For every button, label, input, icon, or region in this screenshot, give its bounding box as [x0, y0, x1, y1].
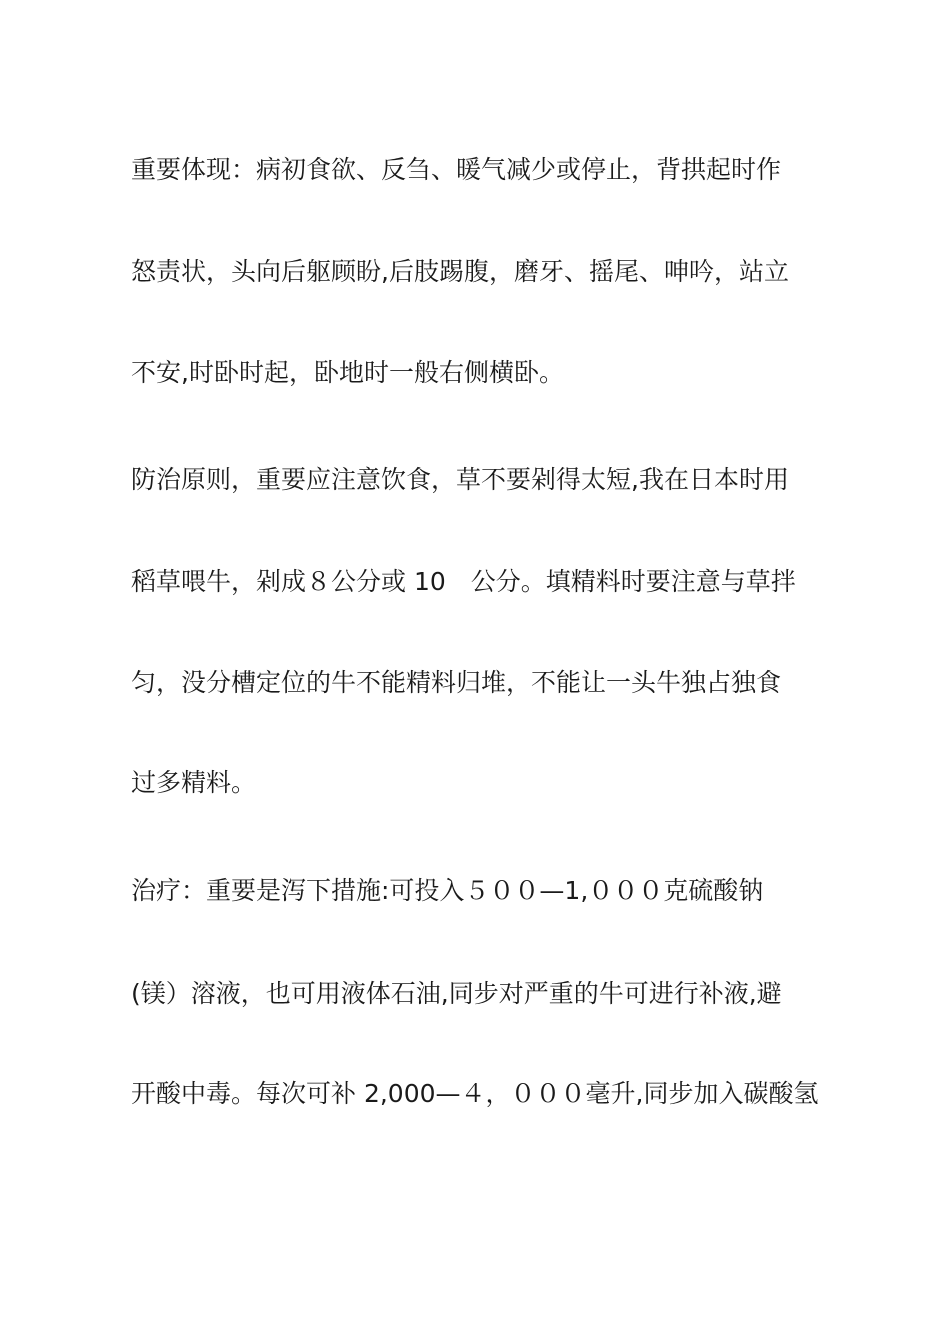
text-line: 稻草喂牛，剁成８公分或 10 公分。填精料时要注意与草拌	[131, 567, 796, 596]
text-line: 重要体现：病初食欲、反刍、暖气减少或停止，背拱起时作	[131, 155, 782, 184]
text-line: (镁）溶液，也可用液体石油,同步对严重的牛可进行补液,避	[131, 979, 782, 1008]
text-line: 怒责状，头向后躯顾盼,后肢踢腹，磨牙、摇尾、呻吟，站立	[131, 257, 789, 286]
text-line: 开酸中毒。每次可补 2,000—４，０００毫升,同步加入碳酸氢	[131, 1079, 819, 1108]
text-line: 治疗：重要是泻下措施:可投入５００—1,０００克硫酸钠	[131, 876, 764, 905]
text-line: 防治原则，重要应注意饮食，草不要剁得太短,我在日本时用	[131, 465, 789, 494]
text-line: 不安,时卧时起，卧地时一般右侧横卧。	[131, 358, 564, 387]
text-line: 匀，没分槽定位的牛不能精料归堆，不能让一头牛独占独食	[131, 668, 782, 697]
text-line: 过多精料。	[131, 768, 257, 797]
